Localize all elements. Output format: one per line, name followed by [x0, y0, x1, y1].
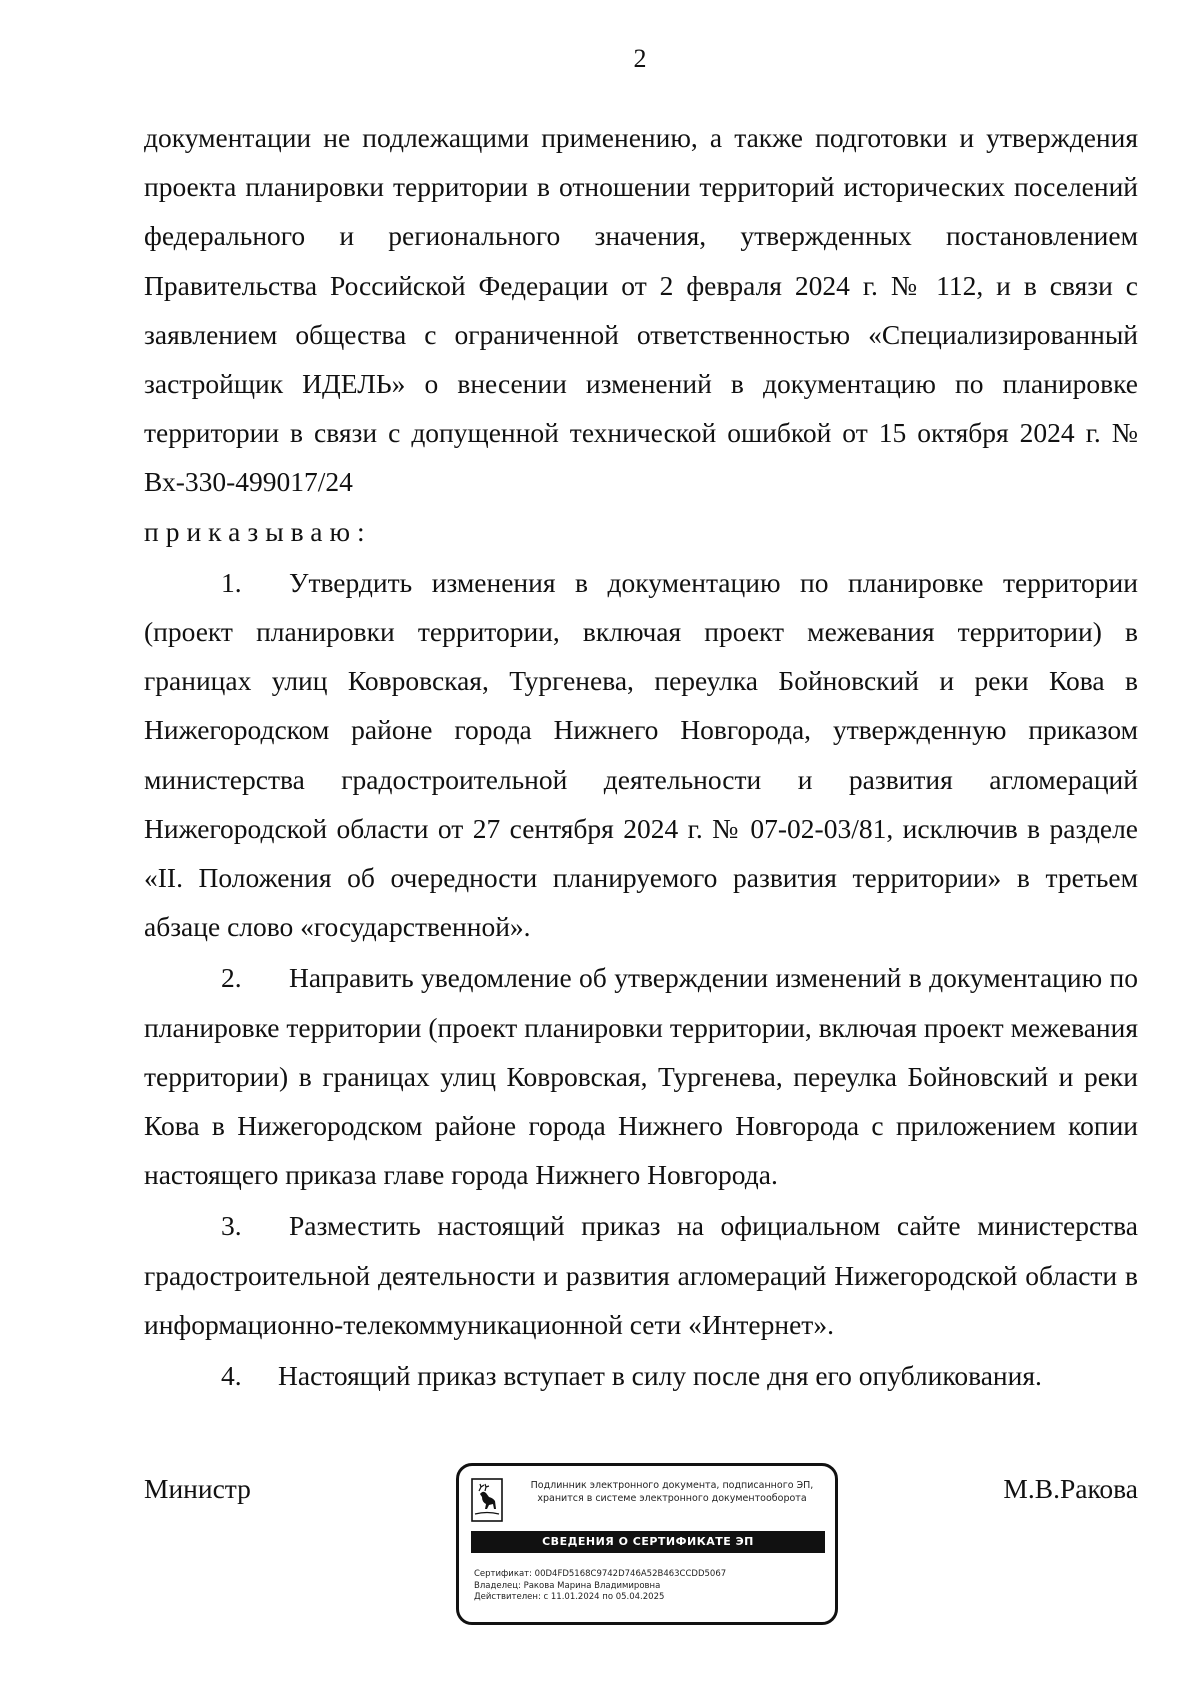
intro-line: «Специализированный застройщик ИДЕЛЬ» о внесении изменений в	[144, 318, 1139, 400]
certificate-number: Сертификат: 00D4FD5168C9742D746A52B463CCDD5067	[474, 1569, 727, 1579]
order-item-2	[144, 953, 1138, 1199]
stamp-certificate-details	[474, 1569, 726, 1604]
item-line: (проект планировки территории, включая проект межевания территории) в	[144, 616, 1138, 648]
item-number: 3.	[221, 1210, 242, 1242]
item-line: Нижегородской области от 27 сентября 2024 г. № 07-02-03/81, исключив в разделе	[144, 812, 1138, 844]
intro-paragraph	[144, 113, 1138, 507]
signer-name: М.В.Ракова	[1003, 1473, 1138, 1504]
stamp-original-note	[511, 1479, 833, 1505]
order-item-1	[144, 558, 1138, 952]
item-line: Настоящий приказ вступает в силу после дня его опубликования.	[278, 1360, 1042, 1392]
stamp-original-line: Подлинник электронного документа, подписанного ЭП,	[530, 1480, 814, 1491]
certificate-validity: Действителен: с 11.01.2024 по 05.04.2025	[474, 1592, 665, 1602]
deer-emblem-icon	[471, 1478, 503, 1522]
intro-line: документацию по планировке территории в связи с допущенной технической	[144, 368, 1139, 449]
item-line: приложением копии настоящего приказа главе города Нижнего Новгорода.	[144, 1110, 1139, 1191]
item-number: 2.	[221, 962, 242, 994]
intro-line: постановлением Правительства Российской Федерации от 2 февраля 2024 г.	[144, 220, 1138, 301]
signer-position: Министр	[144, 1473, 251, 1504]
order-item-4	[144, 1351, 1138, 1400]
intro-line: № 112, и в связи с заявлением общества с ограниченной ответственностью	[144, 269, 1138, 350]
electronic-signature-stamp	[456, 1463, 838, 1625]
item-line: абзаце слово «государственной».	[144, 911, 531, 943]
item-line: границах улиц Ковровская, Тургенева, переулка Бойновский и реки Кова в	[144, 665, 1138, 697]
intro-line: проекта планировки территории в отношении территорий исторических	[144, 171, 1006, 203]
item-line: министерства градостроительной деятельности и развития агломераций	[144, 763, 1138, 795]
item-line: Утвердить изменения в документацию по планировке территории	[289, 566, 1138, 598]
stamp-header: СВЕДЕНИЯ О СЕРТИФИКАТЕ ЭП	[471, 1531, 825, 1553]
item-line: «II. Положения об очередности планируемого развития территории» в третьем	[144, 862, 1138, 894]
stamp-original-line: хранится в системе электронного документооборота	[537, 1493, 807, 1504]
document-body	[144, 113, 1138, 1400]
intro-line: поселений федерального и регионального значения, утвержденных	[144, 171, 1139, 252]
intro-line: ошибкой от 15 октября 2024 г. № Вх-330-499017/24	[144, 417, 1138, 498]
order-item-3	[144, 1201, 1138, 1349]
item-line: Направить уведомление об утверждении изменений в документацию	[289, 962, 1103, 994]
item-number: 1.	[221, 566, 242, 598]
item-line: Бойновский и реки Кова в Нижегородском районе города Нижнего Новгорода с	[144, 1060, 1138, 1142]
item-line: области в информационно-телекоммуникационной сети «Интернет».	[144, 1259, 1138, 1340]
intro-line: документации не подлежащими применению, а также подготовки и утверждения	[144, 122, 1138, 153]
item-number: 4.	[221, 1360, 242, 1392]
order-word: приказываю:	[144, 515, 372, 547]
item-line: межевания территории) в границах улиц Ковровская, Тургенева, переулка	[144, 1011, 1138, 1092]
item-line: Нижегородском районе города Нижнего Новгорода, утвержденную приказом	[144, 714, 1138, 746]
item-line: по планировке территории (проект планировки территории, включая проект	[144, 962, 1138, 1043]
certificate-owner: Владелец: Ракова Марина Владимировна	[474, 1580, 661, 1591]
page-number: 2	[633, 44, 647, 73]
item-line: градостроительной деятельности и развития агломераций Нижегородской	[144, 1259, 1018, 1291]
item-line: Разместить настоящий приказ на официальном сайте министерства	[289, 1210, 1138, 1242]
